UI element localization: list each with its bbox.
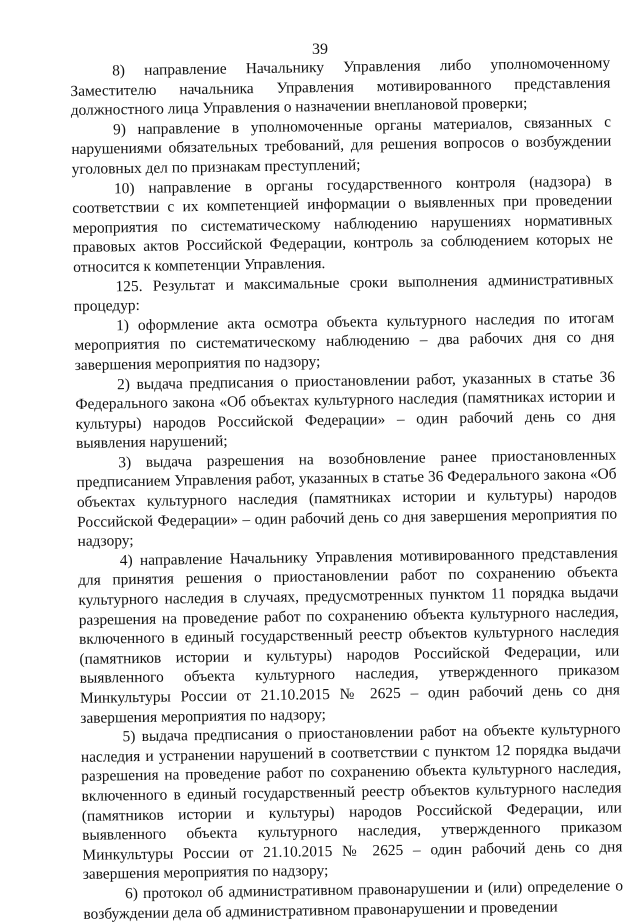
document-body <box>70 54 623 924</box>
paragraph-result-6: 6) протокол об административном правонарушении и (или) определение о возбуждении дела об административном правонарушении и проведении <box>83 877 624 923</box>
paragraph-result-4: 4) направление Начальнику Управления мотивированного представления для принятия решения о приостановлении работ по сохранению объекта культурного наследия в случаях, предусмотренных пунктом 11 порядка выдачи разрешения на проведение работ по сохранению объекта культурного наследия, включенного в единый государственный реестр объектов культурного наследия (памятников истории и культуры) народов Российской Федерации, или выявленного объекта культурного наследия, утвержденного приказом Минкультуры России от 21.10.2015 № 2625 – один рабочий день со дня завершения мероприятия по надзору; <box>78 544 621 727</box>
paragraph-item-9: 9) направление в уполномоченные органы материалов, связанных с нарушениями обязательных требований, для решения вопросов о возбуждении уголовных дел по признакам преступлений; <box>71 113 612 178</box>
paragraph-clause-125: 125. Результат и максимальные сроки выполнения административных процедур: <box>73 270 614 316</box>
page-number: 39 <box>312 41 328 58</box>
paragraph-result-3: 3) выдача разрешения на возобновление ранее приостановленных предписанием Управления работ, указанных в статье 36 Федерального закона «Об объектах культурного наследия (памятниках истории и культуры) народов Российской Федерации» – один рабочий день со дня завершения мероприятия по надзору; <box>76 446 618 551</box>
paragraph-result-1: 1) оформление акта осмотра объекта культурного наследия по итогам мероприятия по систематическому наблюдению – два рабочих дня со дня завершения мероприятия по надзору; <box>74 309 615 374</box>
paragraph-item-8: 8) направление Начальнику Управления либо уполномоченному Заместителю начальника Управления мотивированного представления должностного лица Управления о назначении внеплановой проверки; <box>70 54 611 120</box>
paragraph-result-2: 2) выдача предписания о приостановлении работ, указанных в статье 36 Федерального закона «Об объектах культурного наследия (памятниках истории и культуры) народов Российской Федерации» – один рабочий день со дня выявления нарушений; <box>75 367 616 453</box>
paragraph-result-5: 5) выдача предписания о приостановлении работ на объекте культурного наследия и устранении нарушений в соответствии с пунктом 12 порядка выдачи разрешения на проведение работ по сохранению объекта культурного наследия, включенного в единый государственный реестр объектов культурного наследия (памятников истории и культуры) народов Российской Федерации, или выявленного объекта культурного наследия, утвержденного приказом Минкультуры России от 21.10.2015 № 2625 – один рабочий день со дня завершения мероприятия по надзору; <box>80 720 623 884</box>
paragraph-item-10: 10) направление в органы государственного контроля (надзора) в соответствии с их компетенцией информации о выявленных при проведении мероприятия по систематическому наблюдению нарушениях нормативных правовых актов Российской Федерации, контроль за соблюдением которых не относится к компетенции Управления. <box>72 172 613 276</box>
